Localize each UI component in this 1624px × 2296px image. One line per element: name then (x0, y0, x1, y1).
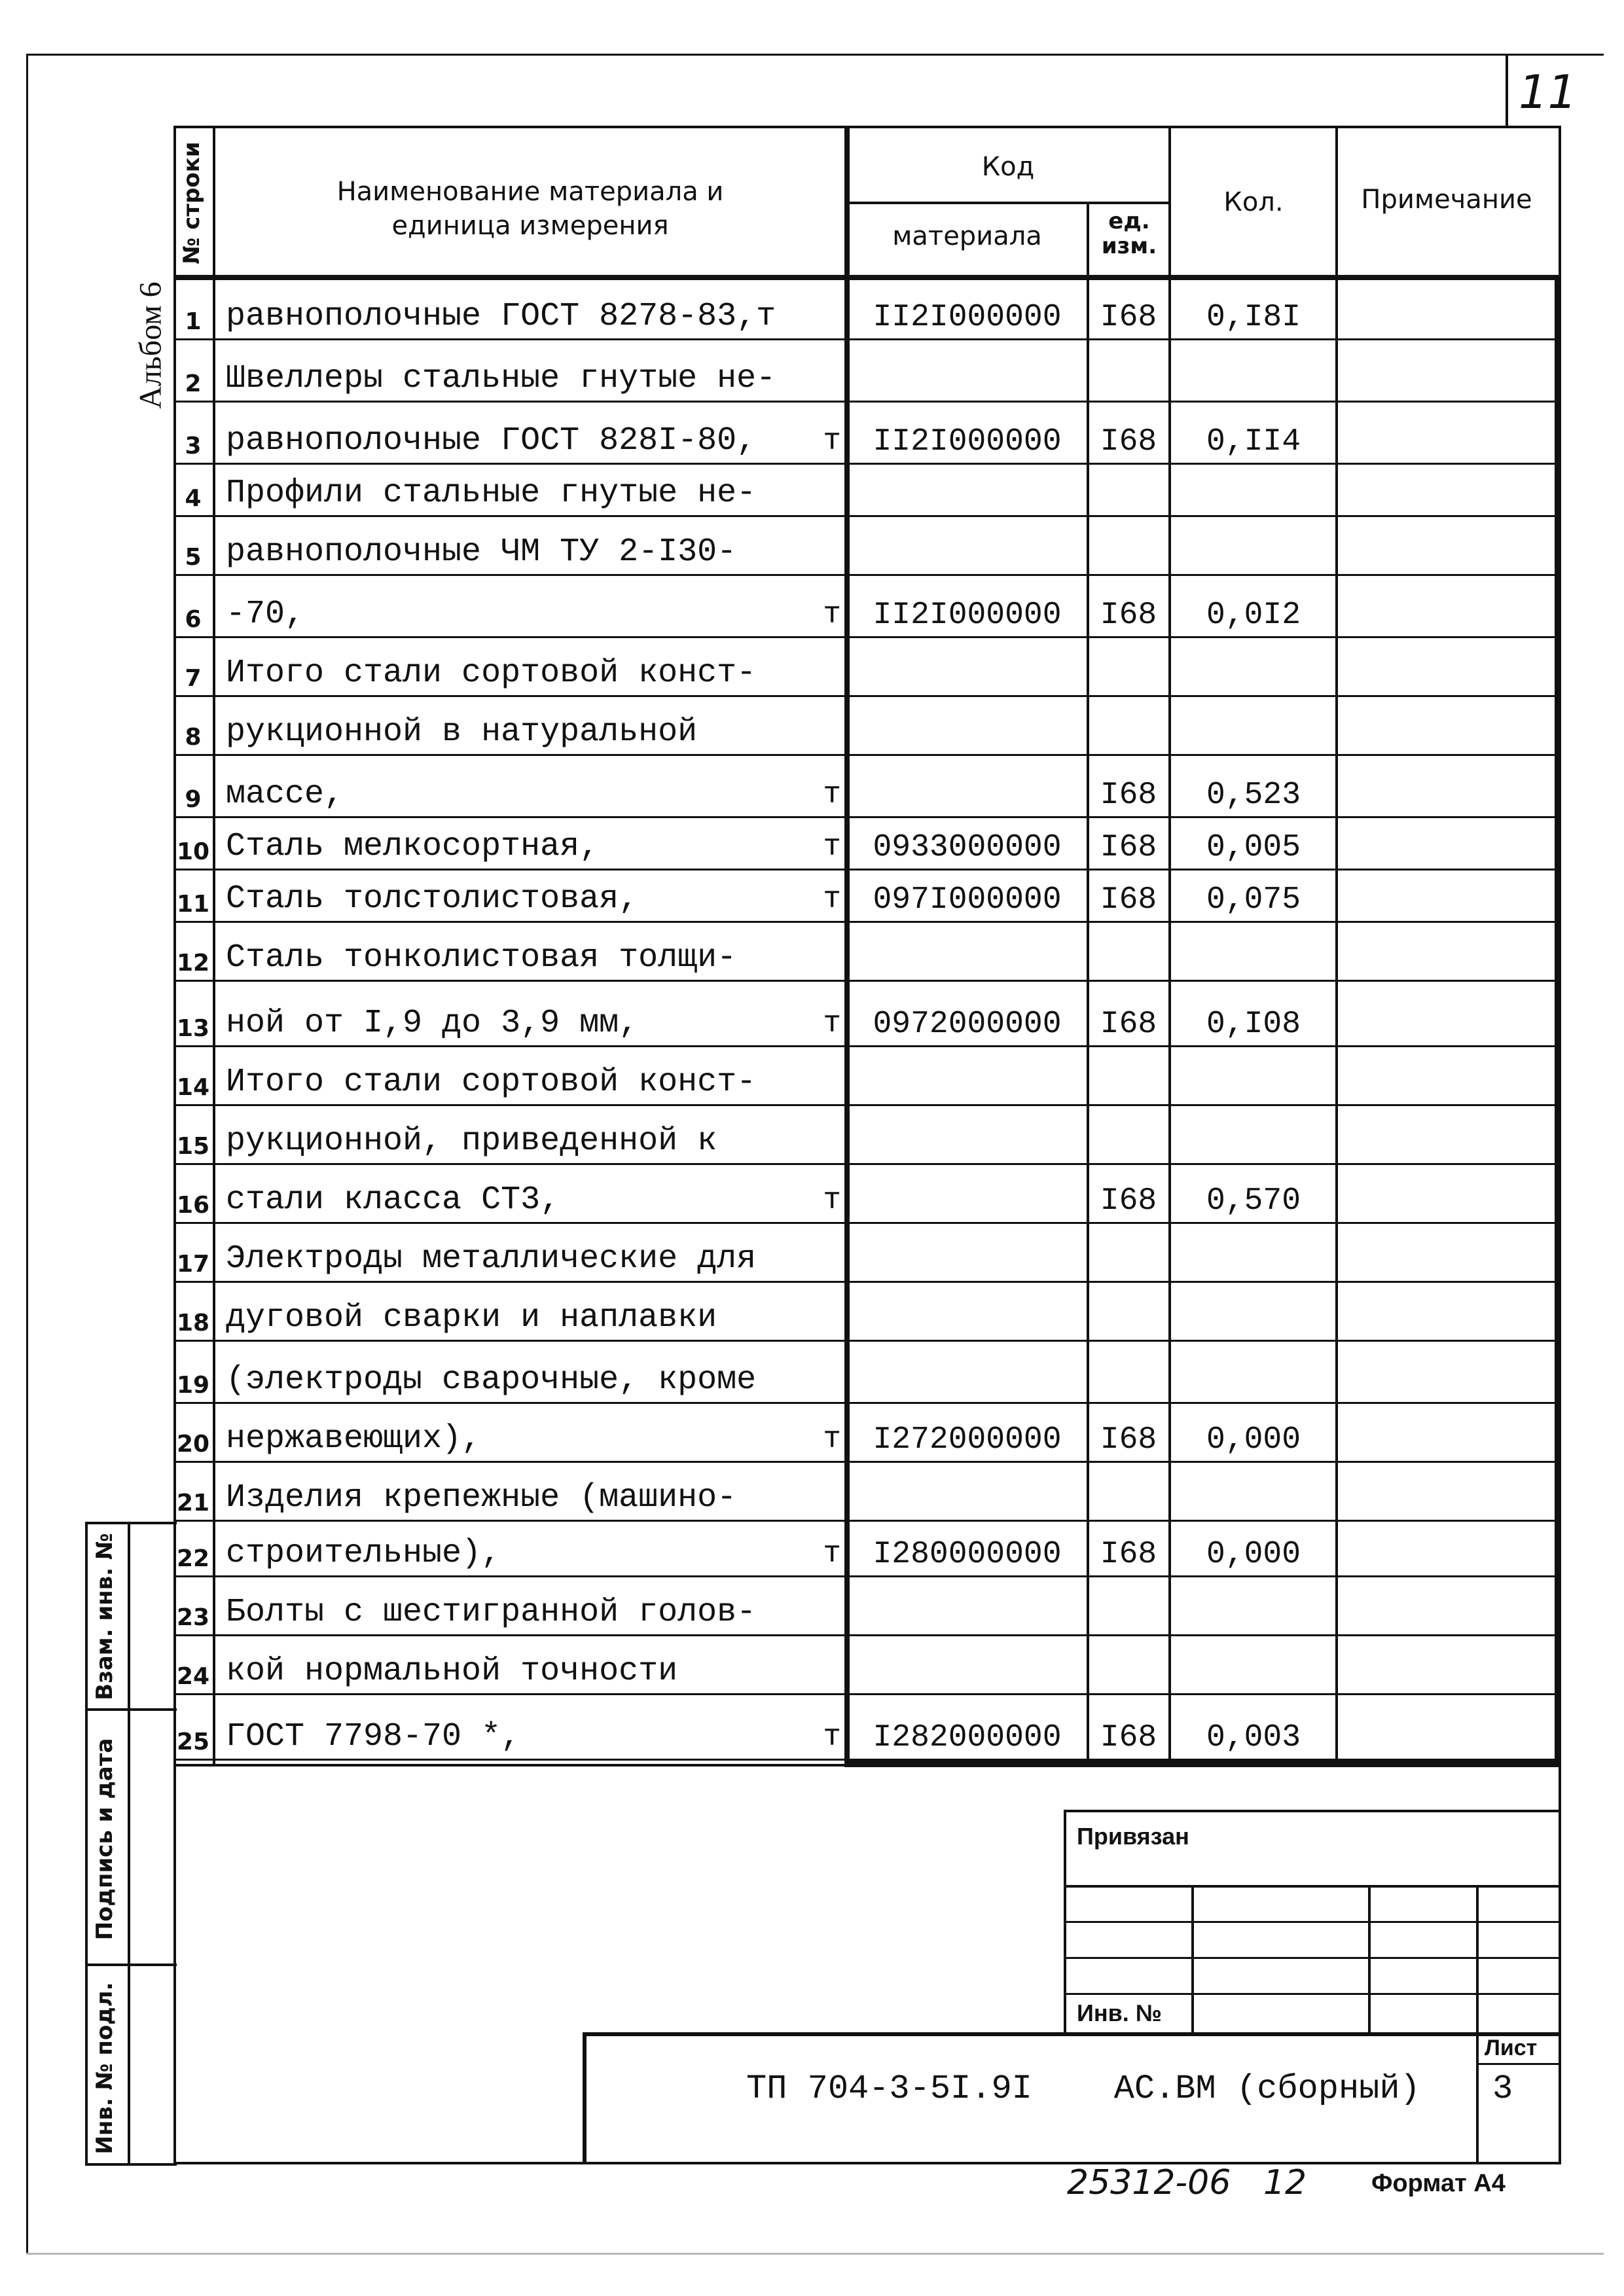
unit-code: I68 (1100, 1422, 1157, 1458)
material-code (848, 517, 1087, 576)
material-code (848, 465, 1087, 517)
table-row (173, 340, 1561, 403)
material-code (848, 1463, 1087, 1522)
side-stamp-top (85, 1522, 177, 1524)
material-name: Швеллеры стальные гнутые не- (226, 360, 776, 397)
unit-code (1089, 1636, 1168, 1695)
material-name: Болты с шестигранной голов- (226, 1594, 757, 1631)
row-number: 18 (176, 1310, 210, 1336)
material-name: рукционной, приведенной к (226, 1122, 717, 1160)
unit-code: I68 (1100, 424, 1157, 459)
quantity (1171, 1047, 1336, 1106)
quantity: 0,570 (1206, 1183, 1301, 1219)
table-row (173, 1577, 1561, 1636)
table-row (173, 1106, 1561, 1165)
material-code (848, 923, 1087, 982)
side-stamp-inner (128, 1522, 130, 2163)
material-name: строительные), (226, 1535, 501, 1572)
material-name: ной от I,9 до 3,9 мм, (226, 1005, 639, 1042)
table-row (173, 1404, 1561, 1463)
header-qty: Кол. (1223, 187, 1284, 217)
unit-code: I68 (1100, 1720, 1157, 1755)
material-code: 097I000000 (873, 882, 1062, 918)
row-number: 20 (176, 1431, 210, 1458)
quantity: 0,I8I (1206, 300, 1301, 335)
unit-code: I68 (1100, 1183, 1157, 1219)
row-number: 6 (185, 606, 202, 633)
unit-code: I68 (1100, 882, 1157, 918)
quantity (1171, 1342, 1336, 1404)
quantity (1171, 465, 1336, 517)
material-code (848, 697, 1087, 756)
table-row (173, 403, 1561, 465)
material-name: Итого стали сортовой конст- (226, 655, 757, 692)
footer-format: Формат А4 (1371, 2170, 1506, 2197)
table-bottom-line (844, 1761, 1561, 1767)
code-group-line (844, 202, 1168, 204)
side-stamp-div2 (85, 1964, 177, 1966)
quantity (1171, 697, 1336, 756)
side-stamp-div1 (85, 1708, 177, 1711)
row-number: 16 (176, 1192, 210, 1219)
unit-code: I68 (1100, 598, 1157, 633)
unit-code (1089, 517, 1168, 576)
privyazan-col1 (1191, 1885, 1194, 2032)
side-podpis: Подпись и дата (92, 1738, 118, 1941)
outer-frame-left (26, 54, 28, 2253)
row-number: 7 (185, 665, 202, 692)
material-name: (электроды сварочные, кроме (226, 1361, 757, 1399)
row-number: 14 (176, 1074, 210, 1101)
privyazan-col2 (1368, 1885, 1371, 2032)
unit-code: I68 (1100, 300, 1157, 335)
unit-label: т (823, 778, 841, 812)
sheet-frame-left (1476, 2032, 1479, 2163)
material-name: массе, (226, 776, 344, 813)
material-code: 0933000000 (873, 830, 1062, 865)
unit-code (1089, 1577, 1168, 1636)
material-code (848, 1224, 1087, 1283)
material-name: Сталь тонколистовая толщи- (226, 939, 737, 977)
side-vzam: Взам. инв. № (92, 1533, 118, 1700)
sheet-label: Лист (1485, 2036, 1538, 2060)
quantity (1171, 638, 1336, 697)
row-number: 5 (185, 544, 202, 571)
quantity: 0,003 (1206, 1720, 1301, 1755)
header-row-no: № строки (179, 141, 205, 264)
unit-label: т (823, 1720, 841, 1754)
outer-frame-bottom (26, 2253, 1604, 2255)
material-code: II2I000000 (873, 598, 1062, 633)
unit-code: I68 (1100, 1537, 1157, 1572)
table-row (173, 1463, 1561, 1522)
quantity: 0,075 (1206, 882, 1301, 918)
table-row (173, 870, 1561, 923)
unit-label: т (823, 424, 841, 458)
row-number: 3 (185, 433, 202, 459)
table-row (173, 818, 1561, 870)
table-row (173, 280, 1561, 340)
side-inv-podl: Инв. № подл. (92, 1982, 118, 2155)
material-code (848, 1342, 1087, 1404)
material-name: стали класса СТ3, (226, 1181, 560, 1219)
row-number: 9 (185, 786, 202, 813)
row-number: 24 (176, 1663, 210, 1690)
header-name-line1: Наименование материала и (336, 177, 724, 207)
table-bottom-line-left (173, 1764, 848, 1767)
inv-no-label: Инв. № (1077, 2000, 1162, 2026)
material-code: 0972000000 (873, 1007, 1062, 1042)
material-code (848, 1577, 1087, 1636)
unit-code: I68 (1100, 1007, 1157, 1042)
quantity: 0,005 (1206, 830, 1301, 865)
material-code: I282000000 (873, 1720, 1062, 1755)
material-code (848, 340, 1087, 403)
privyazan-line1 (1064, 1885, 1561, 1888)
material-name: Электроды металлические для (226, 1240, 757, 1278)
row-number: 11 (176, 891, 210, 918)
quantity (1171, 1636, 1336, 1695)
table-row (173, 638, 1561, 697)
unit-code (1089, 1283, 1168, 1342)
material-name: дуговой сварки и наплавки (226, 1299, 717, 1336)
header-code-unit-1: ед. (1108, 208, 1150, 234)
privyazan-label: Привязан (1077, 1823, 1189, 1850)
unit-code (1089, 923, 1168, 982)
header-bottom-line (173, 275, 1561, 280)
material-name: Сталь мелкосортная, (226, 828, 600, 865)
material-name: кой нормальной точности (226, 1653, 678, 1690)
row-number: 4 (185, 485, 202, 512)
material-code: I272000000 (873, 1422, 1062, 1458)
row-number: 8 (185, 724, 202, 751)
header-code-group: Код (981, 152, 1035, 182)
side-stamp-frame (85, 1522, 88, 2163)
quantity (1171, 1106, 1336, 1165)
privyazan-line4 (1064, 1993, 1561, 1995)
material-code (848, 1636, 1087, 1695)
unit-label: т (823, 1007, 841, 1041)
unit-code (1089, 638, 1168, 697)
side-stamp-bottom (85, 2163, 177, 2166)
table-row (173, 517, 1561, 576)
unit-label: т (823, 882, 841, 916)
table-row (173, 1695, 1561, 1761)
quantity: 0,I08 (1206, 1007, 1301, 1042)
quantity (1171, 1463, 1336, 1522)
material-name: рукционной в натуральной (226, 713, 698, 751)
quantity (1171, 1283, 1336, 1342)
row-number: 15 (176, 1133, 210, 1160)
table-row (173, 1636, 1561, 1695)
designation-frame-top (583, 2032, 1561, 2036)
unit-code (1089, 697, 1168, 756)
quantity: 0,0I2 (1206, 598, 1301, 633)
unit-label: т (823, 598, 841, 632)
unit-code: I68 (1100, 830, 1157, 865)
material-name: Сталь толстолистовая, (226, 880, 639, 918)
material-name: -70, (226, 596, 305, 633)
privyazan-line3 (1064, 1957, 1561, 1959)
footer-handwritten: 25312-06 12 (1067, 2163, 1307, 2202)
table-row (173, 1522, 1561, 1577)
quantity (1171, 923, 1336, 982)
row-number: 13 (176, 1015, 210, 1042)
header-name-line2: единица измерения (391, 211, 669, 241)
album-label: Альбом 6 (133, 281, 168, 409)
unit-label: т (823, 1422, 841, 1456)
table-row (173, 982, 1561, 1047)
row-number: 25 (176, 1729, 210, 1755)
table-row (173, 1165, 1561, 1224)
unit-code (1089, 1342, 1168, 1404)
sheet-number: 3 (1492, 2070, 1513, 2108)
table-row (173, 697, 1561, 756)
material-code: II2I000000 (873, 424, 1062, 459)
header-code-material: материала (892, 221, 1042, 251)
material-code: I280000000 (873, 1537, 1062, 1572)
material-name: равнополочные ГОСТ 8278-83,т (226, 298, 776, 335)
quantity (1171, 1224, 1336, 1283)
quantity: 0,523 (1206, 778, 1301, 813)
table-row (173, 1224, 1561, 1283)
page-number: 11 (1519, 65, 1578, 119)
unit-code (1089, 1224, 1168, 1283)
material-code (848, 1106, 1087, 1165)
sheet-label-line (1476, 2063, 1561, 2065)
table-row (173, 465, 1561, 517)
outer-frame-top (26, 54, 1604, 56)
privyazan-frame-top (1064, 1810, 1561, 1812)
quantity (1171, 517, 1336, 576)
material-name: нержавеющих), (226, 1420, 482, 1458)
row-number: 22 (176, 1545, 210, 1572)
material-code (848, 1283, 1087, 1342)
designation: ТП 704-3-5I.9I АС.ВМ (сборный) (746, 2070, 1420, 2108)
material-code: II2I000000 (873, 300, 1062, 335)
privyazan-line2 (1064, 1921, 1561, 1923)
quantity: 0,II4 (1206, 424, 1301, 459)
unit-code (1089, 1047, 1168, 1106)
row-number: 10 (176, 838, 210, 865)
material-code (848, 1047, 1087, 1106)
table-row (173, 1283, 1561, 1342)
material-name: Итого стали сортовой конст- (226, 1064, 757, 1101)
quantity (1171, 340, 1336, 403)
material-name: Изделия крепежные (машино- (226, 1479, 737, 1516)
table-row (173, 1047, 1561, 1106)
material-name: Профили стальные гнутые не- (226, 475, 757, 512)
material-code (848, 756, 1087, 818)
unit-label: т (823, 1537, 841, 1571)
header-code-unit-2: изм. (1101, 233, 1157, 259)
unit-code (1089, 1106, 1168, 1165)
table-row (173, 923, 1561, 982)
material-name: ГОСТ 7798-70 *, (226, 1718, 521, 1755)
quantity (1171, 1577, 1336, 1636)
material-name: равнополочные ЧМ ТУ 2-I30- (226, 533, 737, 571)
privyazan-col3 (1476, 1885, 1479, 2032)
unit-code (1089, 1463, 1168, 1522)
row-number: 23 (176, 1604, 210, 1631)
quantity: 0,000 (1206, 1537, 1301, 1572)
table-row (173, 576, 1561, 638)
table-row (173, 756, 1561, 818)
header-note: Примечание (1361, 185, 1532, 215)
material-code (848, 1165, 1087, 1224)
material-name: равнополочные ГОСТ 828I-80, (226, 422, 757, 459)
row-number: 1 (185, 308, 202, 335)
unit-code (1089, 340, 1168, 403)
material-code (848, 638, 1087, 697)
row-number: 12 (176, 950, 210, 977)
unit-label: т (823, 830, 841, 864)
table-row (173, 1342, 1561, 1404)
page-number-box (1506, 54, 1508, 126)
row-number: 2 (185, 370, 202, 397)
row-number: 19 (176, 1372, 210, 1399)
unit-label: т (823, 1183, 841, 1217)
unit-code: I68 (1100, 778, 1157, 813)
row-number: 21 (176, 1490, 210, 1516)
row-number: 17 (176, 1251, 210, 1278)
unit-code (1089, 465, 1168, 517)
designation-frame-left (583, 2032, 586, 2163)
quantity: 0,000 (1206, 1422, 1301, 1458)
